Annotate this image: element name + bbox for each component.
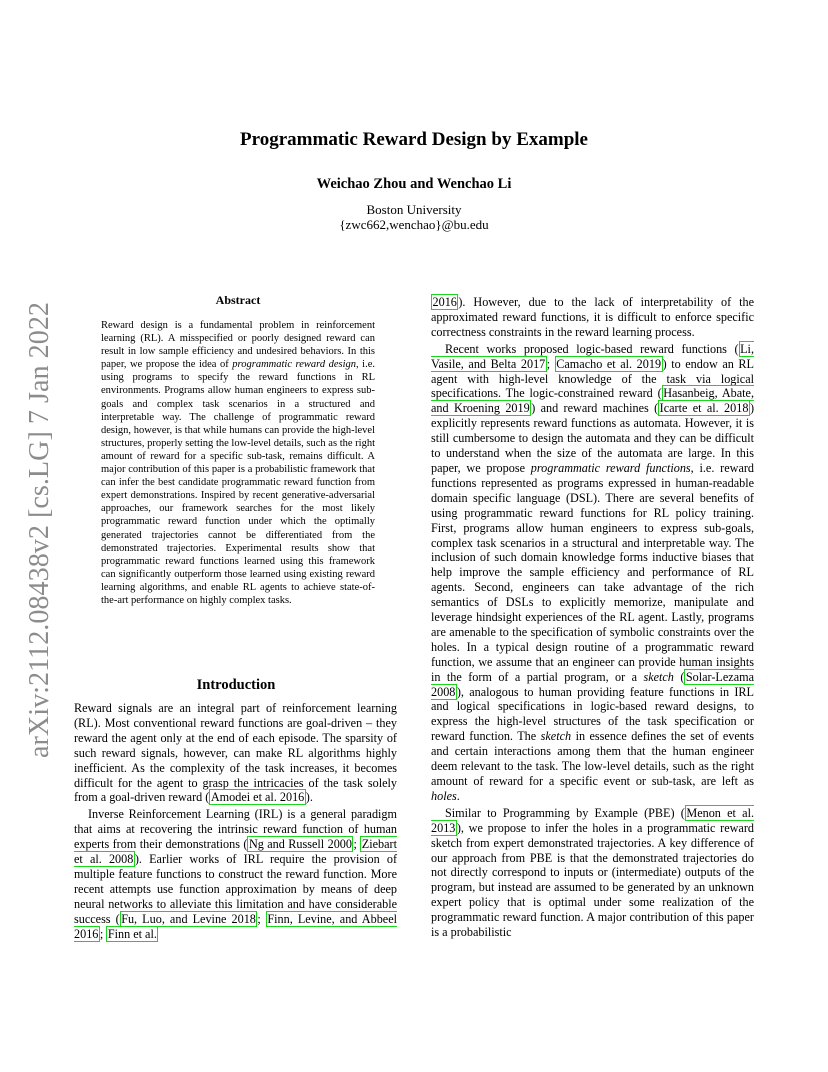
paragraph-text: ), analogous to human providing feature functions in IRL and logical specifications in logic-based reward designs, to express the high-level structures of the task specification or reward function. The xyxy=(431,684,754,744)
citation-link[interactable]: Amodei et al. 2016 xyxy=(210,790,305,805)
paragraph-text: Recent works proposed logic-based reward functions ( xyxy=(445,341,739,356)
abstract-heading: Abstract xyxy=(215,293,261,307)
paragraph-text: ), we propose to infer the holes in a programmatic reward sketch from expert demonstrated trajectories. A key difference of our approach from PBE is that the demonstrated trajectories do not directly correspond to inputs or (intermediate) outputs of the program, but instead are assumed to be generated by an unknown expert policy that is optimal under some realization of the programmatic reward function. A major contribution of this paper is a probabilistic xyxy=(431,820,754,940)
paragraph-text: ) to endow an RL agent with high-level knowledge of the task via logical specifications. The logic-constrained reward ( xyxy=(431,356,755,401)
right-column-body xyxy=(431,295,754,940)
paragraph-text: ). xyxy=(305,790,313,805)
paragraph-emphasis: sketch xyxy=(643,669,674,684)
abstract-body xyxy=(101,319,375,607)
intro-paragraph-2-continued xyxy=(431,295,754,340)
affiliation: Boston University xyxy=(366,202,462,217)
intro-paragraph-3 xyxy=(431,342,754,804)
paragraph-text: ( xyxy=(673,669,685,684)
citation-link[interactable]: Icarte et al. 2018 xyxy=(659,401,749,416)
citation-link[interactable]: Finn, Levine, and Abbeel 2016 xyxy=(74,911,397,941)
author-email: {zwc662,wenchao}@bu.edu xyxy=(339,217,489,232)
paper-title: Programmatic Reward Design by Example xyxy=(240,129,588,150)
citation-link[interactable]: Solar-Lezama 2008 xyxy=(431,669,754,699)
citation-separator: ; xyxy=(257,911,266,926)
paragraph-text: Reward signals are an integral part of reinforcement learning (RL). Most conventional reward functions are goal-driven – they reward the agent only at the end of each episode. The sparsity of such reward signals, however, can make RL algorithms highly inefficient. As the complexity of the task increases, it becomes difficult for the agent to grasp the intricacies of the task solely from a goal-driven reward ( xyxy=(74,701,397,805)
intro-paragraph-2 xyxy=(74,807,397,941)
paragraph-text: ) explicitly represents reward functions as automata. However, it is still cumbersome to design the automata and they can be difficult to understand when the size of the automata are large. In this paper, we propose xyxy=(431,401,754,475)
arxiv-stamp-text: arXiv:2112.08438v2 [cs.LG] 7 Jan 2022 xyxy=(23,288,55,758)
paragraph-emphasis: holes xyxy=(431,788,457,803)
paragraph-emphasis: sketch xyxy=(540,729,572,744)
paragraph-text: ). However, due to the lack of interpretability of the approximated reward functions, it is difficult to enforce specific correctness constraints in the reward learning process. xyxy=(431,295,754,339)
introduction-heading: Introduction xyxy=(196,677,276,693)
affiliation-block xyxy=(0,202,828,232)
left-column-body xyxy=(74,701,397,942)
intro-paragraph-1 xyxy=(74,701,397,805)
paragraph-emphasis: programmatic reward functions xyxy=(530,460,691,475)
paragraph-text: Inverse Reinforcement Learning (IRL) is a general paradigm that aims at recovering the intrinsic reward function of human experts from their demonstrations ( xyxy=(74,807,397,852)
arxiv-stamp xyxy=(18,288,58,758)
citation-link[interactable]: Hasanbeig, Abate, and Kroening 2019 xyxy=(431,386,754,416)
citation-link[interactable]: Menon et al. 2013 xyxy=(431,805,755,835)
paragraph-text: Similar to Programming by Example (PBE) ( xyxy=(445,805,685,820)
citation-separator: ; xyxy=(353,837,361,852)
citation-separator: ; xyxy=(99,926,107,941)
paragraph-text: ). Earlier works of IRL require the provision of multiple feature functions to construct the reward function. More recent attempts use function approximation by means of deep neural networks to alleviate this limitation and have considerable success ( xyxy=(74,852,398,926)
paragraph-text: , i.e. reward functions represented as programs expressed in human-readable domain specific language (DSL). There are several benefits of using programmatic reward functions for RL policy training. First, programs allow human engineers to express sub-goals, complex task scenarios in a structural and interpretable way. The inclusion of such domain knowledge forms inductive biases that help improve the sample efficiency and performance of RL agents. Second, engineers can take advantage of the rich semantics of DSLs to explicitly memorize, manipulate and leverage hindsight experiences of the RL agent. Lastly, programs are amenable to the specification of symbolic constraints over the holes. In a typical design routine of a programmatic reward function, we assume that an engineer can provide human insights in the form of a partial program, or a xyxy=(431,460,754,684)
citation-link[interactable]: Ng and Russell 2000 xyxy=(248,837,352,852)
citation-link[interactable]: Li, Vasile, and Belta 2017 xyxy=(431,341,754,371)
paper-authors: Weichao Zhou and Wenchao Li xyxy=(316,176,512,192)
citation-link[interactable]: 2016 xyxy=(432,295,457,309)
citation-separator: ; xyxy=(546,356,555,371)
citation-link[interactable]: Finn et al. xyxy=(107,926,157,941)
paragraph-text: ) and reward machines ( xyxy=(531,401,659,416)
abstract-emphasis: programmatic reward design xyxy=(232,359,357,371)
paragraph-text: . xyxy=(456,788,460,803)
citation-link[interactable]: Ziebart et al. 2008 xyxy=(74,837,397,867)
citation-link[interactable]: Fu, Luo, and Levine 2018 xyxy=(121,911,256,926)
citation-link[interactable]: Camacho et al. 2019 xyxy=(556,356,662,371)
abstract-text: Reward design is a fundamental problem in reinforcement learning (RL). A misspecified or poorly designed reward can result in low sample efficiency and undesired behaviors. In this paper, we propose the idea of xyxy=(101,320,375,371)
abstract-text: , i.e. using programs to specify the reward functions in RL environments. Programs allow human engineers to express sub-goals and complex task scenarios in a structured and interpretable way. The challenge of programmatic reward design, however, is that while humans can provide the high-level structures, properly setting the low-level details, such as the right amount of reward for a specific sub-task, remains difficult. A major contribution of this paper is a probabilistic framework that can infer the best candidate programmatic reward function from expert demonstrations. Inspired by recent generative-adversarial approaches, our framework searches for the most likely programmatic reward function under which the optimally generated trajectories cannot be differentiated from the demonstrated trajectories. Experimental results show that programmatic reward functions learned using this framework can significantly outperform those learned using existing reward learning algorithms, and enable RL agents to achieve state-of-the-art performance on highly complex tasks. xyxy=(101,359,376,606)
intro-paragraph-4 xyxy=(431,806,754,940)
paragraph-text: in essence defines the set of events and certain interactions among them that the human engineer deem relevant to the task. The low-level details, such as the right amount of reward for a specific event or sub-task, are left as xyxy=(431,729,754,788)
